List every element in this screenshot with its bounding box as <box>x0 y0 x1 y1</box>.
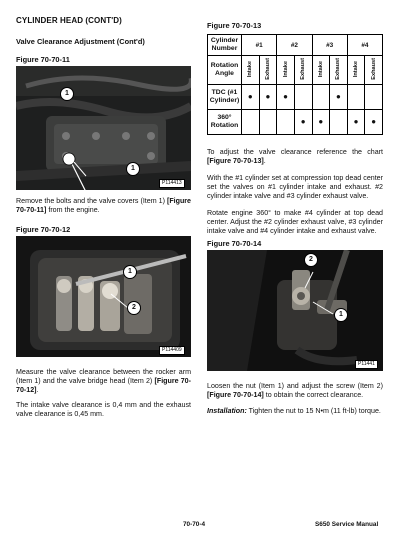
paragraph-rotate-engine: Rotate engine 360° to make #4 cylinder at top dead center. Adjust the #2 cylinder exhaust valve, #3 cylinder intake valve and #4 cylinder intake and exhaust valve. <box>207 209 383 235</box>
figure-ref-70-70-14: [Figure 70-70-14] <box>207 391 264 399</box>
para4-tail: . <box>263 157 266 165</box>
tdc-mark <box>312 85 330 110</box>
valve-type-cell: Exhaust <box>259 56 277 85</box>
rotation-angle-header: Rotation Angle <box>208 56 242 85</box>
callout-1-bottom: 1 <box>126 162 140 176</box>
rotation-mark <box>330 110 348 135</box>
figure-ref-70-70-12: [Figure 70-70-12] <box>16 377 191 394</box>
valve-type-cell: Intake <box>277 56 295 85</box>
figure-caption-12: Figure 70-70-12 <box>16 225 71 234</box>
callout-nut: 1 <box>334 308 348 322</box>
para4-text: To adjust the valve clearance reference the chart <box>207 148 383 156</box>
paragraph-clearance-spec: The intake valve clearance is 0,4 mm and the exhaust valve clearance is 0,45 mm. <box>16 401 191 418</box>
rotation-mark <box>277 110 295 135</box>
engine-photo-illustration <box>16 66 191 190</box>
rotation-mark: ● <box>312 110 330 135</box>
para7-tail: to obtain the correct clearance. <box>263 391 364 399</box>
paragraph-reference-chart <box>207 148 383 166</box>
figure-caption-14: Figure 70-70-14 <box>207 239 262 248</box>
valve-type-cell: Exhaust <box>365 56 383 85</box>
tdc-mark: ● <box>330 85 348 110</box>
installation-label: Installation: <box>207 407 247 415</box>
callout-1-top: 1 <box>60 87 74 101</box>
valve-type-cell: Intake <box>242 56 260 85</box>
tdc-mark: ● <box>277 85 295 110</box>
tdc-mark: ● <box>242 85 260 110</box>
rotation-mark: ● <box>294 110 312 135</box>
valve-type-cell: Exhaust <box>294 56 312 85</box>
tdc-row-header: TDC (#1 Cylinder) <box>208 85 242 110</box>
paragraph-remove-valve-covers <box>16 197 191 215</box>
para1-text: Remove the bolts and the valve covers (Item 1) <box>16 197 167 205</box>
valve-clearance-chart <box>207 34 383 135</box>
cylinder-4-header: #4 <box>347 35 382 56</box>
para8-text: Tighten the nut to 15 N•m (11 ft-lb) torque. <box>246 407 381 415</box>
subsection-title: Valve Clearance Adjustment (Cont'd) <box>16 37 145 46</box>
photo-id-label: P114409 <box>159 346 185 355</box>
valve-type-cell: Intake <box>347 56 365 85</box>
valve-type-cell: Exhaust <box>330 56 348 85</box>
cylinder-number-header: Cylinder Number <box>208 35 242 56</box>
cylinder-2-header: #2 <box>277 35 312 56</box>
rotation-mark <box>242 110 260 135</box>
page-number: 70-70-4 <box>183 521 206 528</box>
para2-text: Measure the valve clearance between the rocker arm (Item 1) and the valve bridge head (Item 2) <box>16 368 191 385</box>
figure-caption-13: Figure 70-70-13 <box>207 21 262 30</box>
rotation-mark: ● <box>347 110 365 135</box>
para2-tail: . <box>36 386 39 394</box>
cylinder-3-header: #3 <box>312 35 347 56</box>
cylinder-1-header: #1 <box>242 35 277 56</box>
rotation-360-row-header: 360° Rotation <box>208 110 242 135</box>
rotation-mark <box>259 110 277 135</box>
figure-ref-70-70-11: [Figure 70-70-11] <box>16 197 191 214</box>
adjust-screw-illustration <box>207 250 383 371</box>
manual-title: S650 Service Manual <box>315 521 379 528</box>
figure-caption-11: Figure 70-70-11 <box>16 55 70 64</box>
tdc-mark <box>347 85 365 110</box>
paragraph-installation-torque <box>207 407 383 416</box>
callout-valve-bridge: 2 <box>127 301 141 315</box>
paragraph-loosen-nut <box>207 382 383 400</box>
rotation-mark: ● <box>365 110 383 135</box>
rocker-arm-photo <box>16 236 191 357</box>
valve-type-cell: Intake <box>312 56 330 85</box>
tdc-mark: ● <box>259 85 277 110</box>
rocker-arm-illustration <box>16 236 191 357</box>
paragraph-measure-clearance <box>16 368 191 395</box>
callout-screw: 2 <box>304 253 318 267</box>
tdc-mark <box>294 85 312 110</box>
tdc-mark <box>365 85 383 110</box>
callout-rocker-arm: 1 <box>123 265 137 279</box>
adjust-screw-photo <box>207 250 383 371</box>
section-title: CYLINDER HEAD (CONT'D) <box>16 16 122 25</box>
figure-ref-70-70-13: [Figure 70-70-13] <box>207 157 264 165</box>
para1-tail: from the engine. <box>46 206 100 214</box>
para7-text: Loosen the nut (Item 1) and adjust the screw (Item 2) <box>207 382 383 390</box>
paragraph-tdc-setup: With the #1 cylinder set at compression top dead center set the valves on #1 cylinder intake and exhaust. #2 cylinder intake valve and #3 cylinder exhaust valve. <box>207 174 383 200</box>
photo-id-label: P114413 <box>159 179 185 188</box>
engine-valve-cover-photo <box>16 66 191 190</box>
photo-id-label: P11441 <box>355 360 378 369</box>
